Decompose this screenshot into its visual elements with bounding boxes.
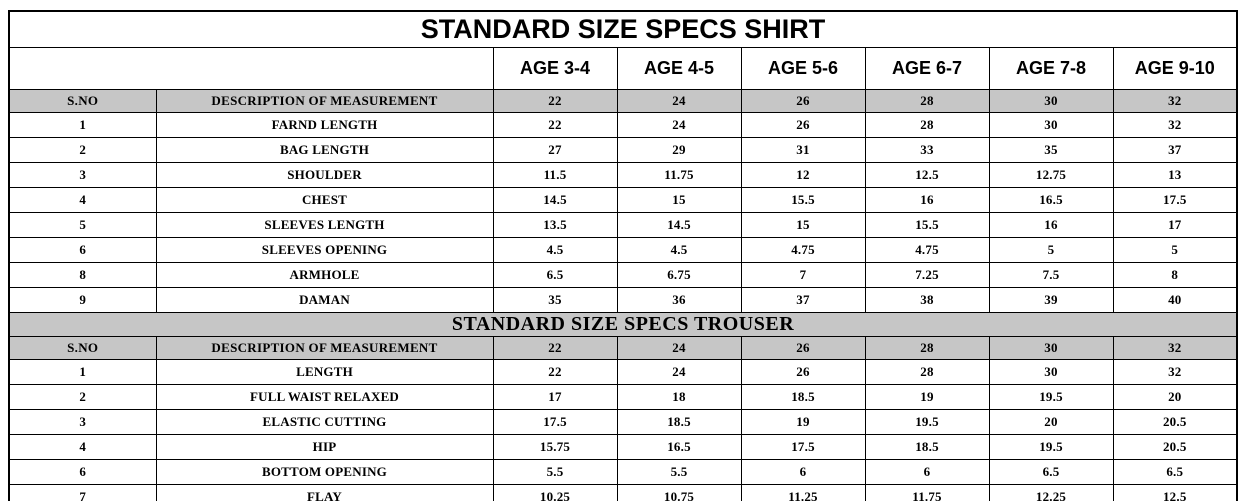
- cell-value: 19.5: [989, 385, 1113, 410]
- age-column-header: AGE 9-10: [1113, 48, 1237, 90]
- trouser-section-title: STANDARD SIZE SPECS TROUSER: [9, 313, 1237, 337]
- cell-value: 15.75: [493, 435, 617, 460]
- cell-sno: 6: [9, 238, 156, 263]
- cell-value: 38: [865, 288, 989, 313]
- cell-value: 39: [989, 288, 1113, 313]
- cell-value: 20: [989, 410, 1113, 435]
- cell-value: 15: [741, 213, 865, 238]
- table-row: [9, 360, 1237, 385]
- cell-description: DAMAN: [156, 288, 493, 313]
- trouser-column-header-row: [9, 337, 1237, 360]
- cell-value: 5: [1113, 238, 1237, 263]
- cell-value: 7: [741, 263, 865, 288]
- table-row: [9, 485, 1237, 501]
- cell-value: 19: [741, 410, 865, 435]
- cell-description: ELASTIC CUTTING: [156, 410, 493, 435]
- cell-value: 24: [617, 360, 741, 385]
- cell-value: 6.75: [617, 263, 741, 288]
- cell-description: BAG LENGTH: [156, 138, 493, 163]
- table-row: [9, 263, 1237, 288]
- cell-value: 19.5: [865, 410, 989, 435]
- cell-value: 4.75: [741, 238, 865, 263]
- cell-value: 7.5: [989, 263, 1113, 288]
- cell-value: 32: [1113, 360, 1237, 385]
- cell-value: 24: [617, 113, 741, 138]
- table-row: [9, 410, 1237, 435]
- cell-value: 18.5: [865, 435, 989, 460]
- trouser-title-row: [9, 313, 1237, 337]
- cell-value: 35: [989, 138, 1113, 163]
- age-column-header: AGE 4-5: [617, 48, 741, 90]
- cell-value: 40: [1113, 288, 1237, 313]
- cell-value: 13: [1113, 163, 1237, 188]
- shirt-table-body: [9, 113, 1237, 313]
- cell-description: LENGTH: [156, 360, 493, 385]
- cell-value: 20.5: [1113, 410, 1237, 435]
- size-header: 22: [493, 337, 617, 360]
- table-row: [9, 138, 1237, 163]
- cell-value: 22: [493, 360, 617, 385]
- cell-value: 12: [741, 163, 865, 188]
- age-column-header: AGE 3-4: [493, 48, 617, 90]
- cell-value: 36: [617, 288, 741, 313]
- age-header-spacer: [9, 48, 493, 90]
- cell-value: 16: [989, 213, 1113, 238]
- size-header: 30: [989, 90, 1113, 113]
- cell-value: 15.5: [865, 213, 989, 238]
- cell-value: 12.5: [1113, 485, 1237, 501]
- cell-value: 18.5: [617, 410, 741, 435]
- cell-value: 11.5: [493, 163, 617, 188]
- table-row: [9, 188, 1237, 213]
- cell-value: 8: [1113, 263, 1237, 288]
- cell-value: 37: [1113, 138, 1237, 163]
- size-header: 22: [493, 90, 617, 113]
- cell-value: 26: [741, 113, 865, 138]
- cell-value: 4.5: [617, 238, 741, 263]
- cell-sno: 4: [9, 435, 156, 460]
- size-header: 26: [741, 90, 865, 113]
- cell-sno: 7: [9, 485, 156, 501]
- cell-value: 19: [865, 385, 989, 410]
- cell-value: 28: [865, 360, 989, 385]
- size-header: 24: [617, 337, 741, 360]
- cell-value: 16: [865, 188, 989, 213]
- shirt-column-header-row: [9, 90, 1237, 113]
- cell-value: 17.5: [493, 410, 617, 435]
- cell-value: 17: [493, 385, 617, 410]
- cell-value: 18.5: [741, 385, 865, 410]
- trouser-table-body: [9, 360, 1237, 501]
- cell-value: 13.5: [493, 213, 617, 238]
- cell-value: 6.5: [493, 263, 617, 288]
- cell-value: 5.5: [617, 460, 741, 485]
- table-row: [9, 460, 1237, 485]
- cell-value: 30: [989, 113, 1113, 138]
- size-header: 28: [865, 90, 989, 113]
- table-row: [9, 435, 1237, 460]
- cell-description: SLEEVES OPENING: [156, 238, 493, 263]
- cell-value: 10.75: [617, 485, 741, 501]
- table-row: [9, 213, 1237, 238]
- table-row: [9, 238, 1237, 263]
- table-row: [9, 385, 1237, 410]
- cell-value: 35: [493, 288, 617, 313]
- cell-value: 30: [989, 360, 1113, 385]
- cell-sno: 3: [9, 410, 156, 435]
- cell-value: 6: [741, 460, 865, 485]
- cell-sno: 2: [9, 138, 156, 163]
- size-specs-table: [8, 10, 1238, 501]
- sno-header: S.NO: [9, 337, 156, 360]
- size-header: 32: [1113, 337, 1237, 360]
- cell-value: 16.5: [989, 188, 1113, 213]
- size-header: 26: [741, 337, 865, 360]
- cell-value: 10.25: [493, 485, 617, 501]
- cell-value: 19.5: [989, 435, 1113, 460]
- cell-value: 6.5: [1113, 460, 1237, 485]
- cell-sno: 1: [9, 113, 156, 138]
- cell-value: 11.75: [617, 163, 741, 188]
- cell-value: 22: [493, 113, 617, 138]
- description-header: DESCRIPTION OF MEASUREMENT: [156, 337, 493, 360]
- cell-value: 4.75: [865, 238, 989, 263]
- cell-value: 6.5: [989, 460, 1113, 485]
- table-row: [9, 288, 1237, 313]
- cell-value: 17: [1113, 213, 1237, 238]
- cell-description: FULL WAIST RELAXED: [156, 385, 493, 410]
- cell-value: 29: [617, 138, 741, 163]
- cell-description: BOTTOM OPENING: [156, 460, 493, 485]
- age-column-header: AGE 6-7: [865, 48, 989, 90]
- cell-value: 12.5: [865, 163, 989, 188]
- cell-value: 16.5: [617, 435, 741, 460]
- cell-value: 15: [617, 188, 741, 213]
- size-header: 30: [989, 337, 1113, 360]
- cell-value: 14.5: [617, 213, 741, 238]
- cell-description: CHEST: [156, 188, 493, 213]
- cell-description: FARND LENGTH: [156, 113, 493, 138]
- age-column-header: AGE 5-6: [741, 48, 865, 90]
- cell-value: 5.5: [493, 460, 617, 485]
- cell-value: 17.5: [741, 435, 865, 460]
- cell-value: 33: [865, 138, 989, 163]
- table-row: [9, 163, 1237, 188]
- sno-header: S.NO: [9, 90, 156, 113]
- cell-description: SLEEVES LENGTH: [156, 213, 493, 238]
- cell-value: 11.75: [865, 485, 989, 501]
- table-row: [9, 113, 1237, 138]
- age-column-header: AGE 7-8: [989, 48, 1113, 90]
- cell-value: 11.25: [741, 485, 865, 501]
- shirt-section-title: STANDARD SIZE SPECS SHIRT: [9, 11, 1237, 48]
- cell-description: HIP: [156, 435, 493, 460]
- cell-value: 6: [865, 460, 989, 485]
- cell-value: 18: [617, 385, 741, 410]
- cell-value: 37: [741, 288, 865, 313]
- cell-value: 17.5: [1113, 188, 1237, 213]
- size-header: 28: [865, 337, 989, 360]
- cell-sno: 8: [9, 263, 156, 288]
- cell-value: 5: [989, 238, 1113, 263]
- cell-sno: 2: [9, 385, 156, 410]
- cell-value: 12.75: [989, 163, 1113, 188]
- size-header: 24: [617, 90, 741, 113]
- cell-description: ARMHOLE: [156, 263, 493, 288]
- cell-value: 15.5: [741, 188, 865, 213]
- cell-sno: 1: [9, 360, 156, 385]
- cell-value: 20: [1113, 385, 1237, 410]
- cell-description: FLAY: [156, 485, 493, 501]
- cell-value: 26: [741, 360, 865, 385]
- age-header-row: [9, 48, 1237, 90]
- cell-value: 28: [865, 113, 989, 138]
- cell-value: 7.25: [865, 263, 989, 288]
- cell-value: 27: [493, 138, 617, 163]
- cell-value: 12.25: [989, 485, 1113, 501]
- cell-value: 31: [741, 138, 865, 163]
- cell-value: 20.5: [1113, 435, 1237, 460]
- cell-value: 32: [1113, 113, 1237, 138]
- cell-value: 4.5: [493, 238, 617, 263]
- size-header: 32: [1113, 90, 1237, 113]
- description-header: DESCRIPTION OF MEASUREMENT: [156, 90, 493, 113]
- cell-sno: 4: [9, 188, 156, 213]
- shirt-title-row: [9, 11, 1237, 48]
- cell-sno: 9: [9, 288, 156, 313]
- cell-sno: 3: [9, 163, 156, 188]
- cell-sno: 5: [9, 213, 156, 238]
- cell-value: 14.5: [493, 188, 617, 213]
- cell-sno: 6: [9, 460, 156, 485]
- cell-description: SHOULDER: [156, 163, 493, 188]
